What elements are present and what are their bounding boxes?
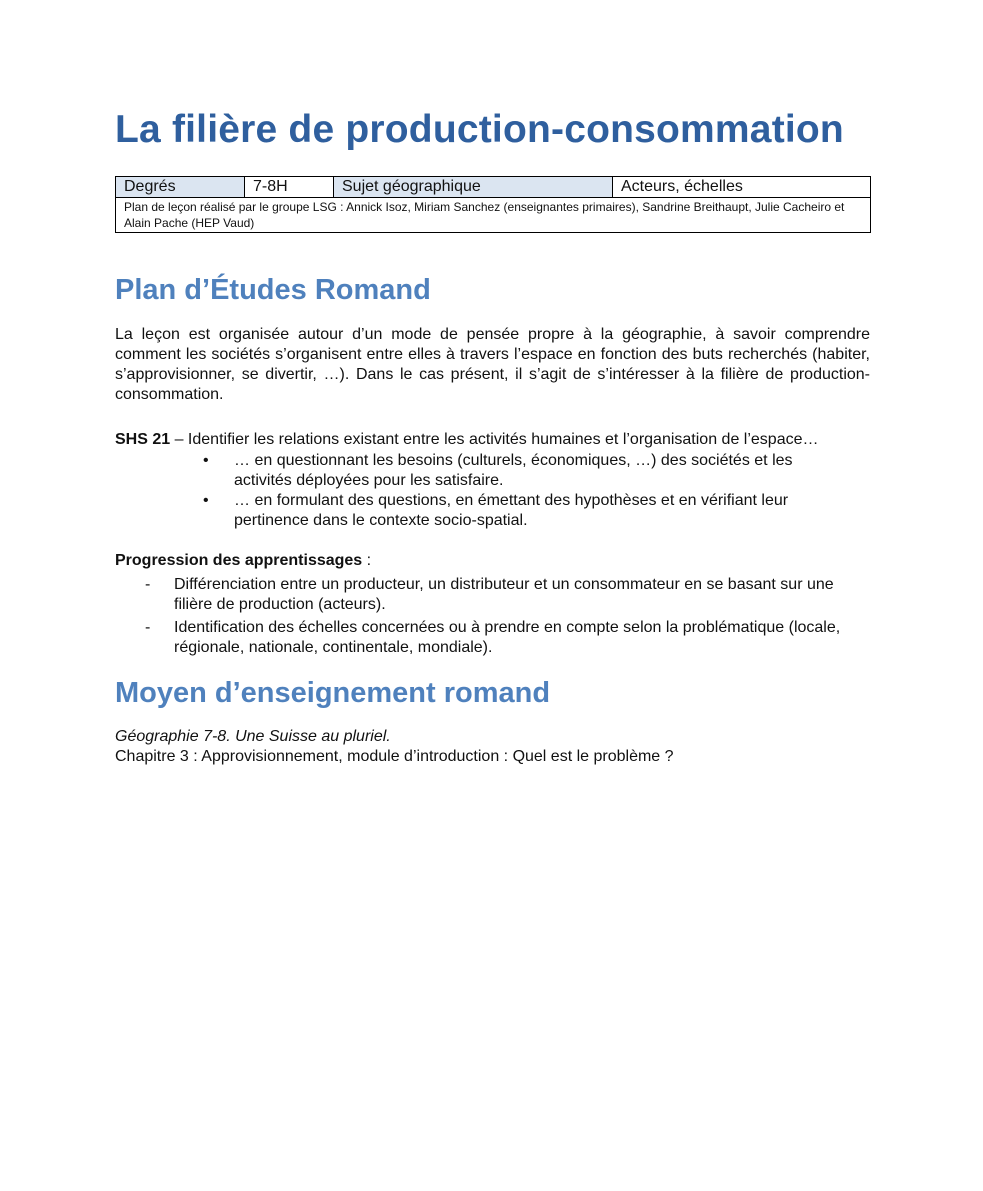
degrees-value: 7-8H	[245, 177, 334, 198]
list-item: • … en questionnant les besoins (culturels, économiques, …) des sociétés et les activités déployées pour les satisfaire.	[203, 452, 793, 489]
dash-marker: -	[145, 619, 151, 636]
mer-heading: Moyen d’enseignement romand	[115, 677, 551, 709]
dash-marker: -	[145, 576, 151, 593]
per-heading: Plan d’Études Romand	[115, 274, 431, 306]
credits-row	[116, 198, 871, 233]
shs-bullet-list	[115, 451, 870, 531]
list-item: - Identification des échelles concernées ou à prendre en compte selon la problématique (locale, régionale, nationale, continentale, mondiale).	[145, 619, 841, 656]
shs-objective	[115, 430, 870, 450]
bullet-icon: •	[203, 492, 209, 509]
lesson-meta-table	[115, 176, 871, 233]
subject-value: Acteurs, échelles	[613, 177, 871, 198]
meta-row	[116, 177, 871, 198]
shs-code: SHS 21	[115, 431, 171, 448]
document-title: La filière de production-consommation	[115, 108, 844, 151]
shs-text: – Identifier les relations existant entre les activités humaines et l’organisation de l’espace…	[170, 431, 819, 448]
progression-label: Progression des apprentissages	[115, 552, 363, 569]
progression-heading: Progression des apprentissages :	[115, 552, 372, 569]
degrees-label: Degrés	[116, 177, 245, 198]
list-item: • … en formulant des questions, en émettant des hypothèses et en vérifiant leur pertinence dans le contexte socio-spatial.	[203, 492, 789, 529]
mer-book-title: Géographie 7-8. Une Suisse au pluriel.	[115, 728, 391, 745]
credits-text: Plan de leçon réalisé par le groupe LSG : Annick Isoz, Miriam Sanchez (enseignantes primaires), Sandrine Breithaupt, Julie Cacheiro et Alain Pache (HEP Vaud)	[116, 198, 871, 233]
subject-label: Sujet géographique	[334, 177, 613, 198]
progression-list	[115, 575, 870, 661]
mer-chapter: Chapitre 3 : Approvisionnement, module d’introduction : Quel est le problème ?	[115, 748, 674, 765]
bullet-icon: •	[203, 452, 209, 469]
list-item: - Différenciation entre un producteur, un distributeur et un consommateur en se basant sur une filière de production (acteurs).	[145, 576, 834, 613]
per-intro-paragraph: La leçon est organisée autour d’un mode de pensée propre à la géographie, à savoir comprendre comment les sociétés s’organisent entre elles à travers l’espace en fonction des buts recherchés (habiter, s’approvisionner, se divertir, …). Dans le cas présent, il s’agit de s’intéresser à la filière de production-consommation.	[115, 326, 870, 403]
